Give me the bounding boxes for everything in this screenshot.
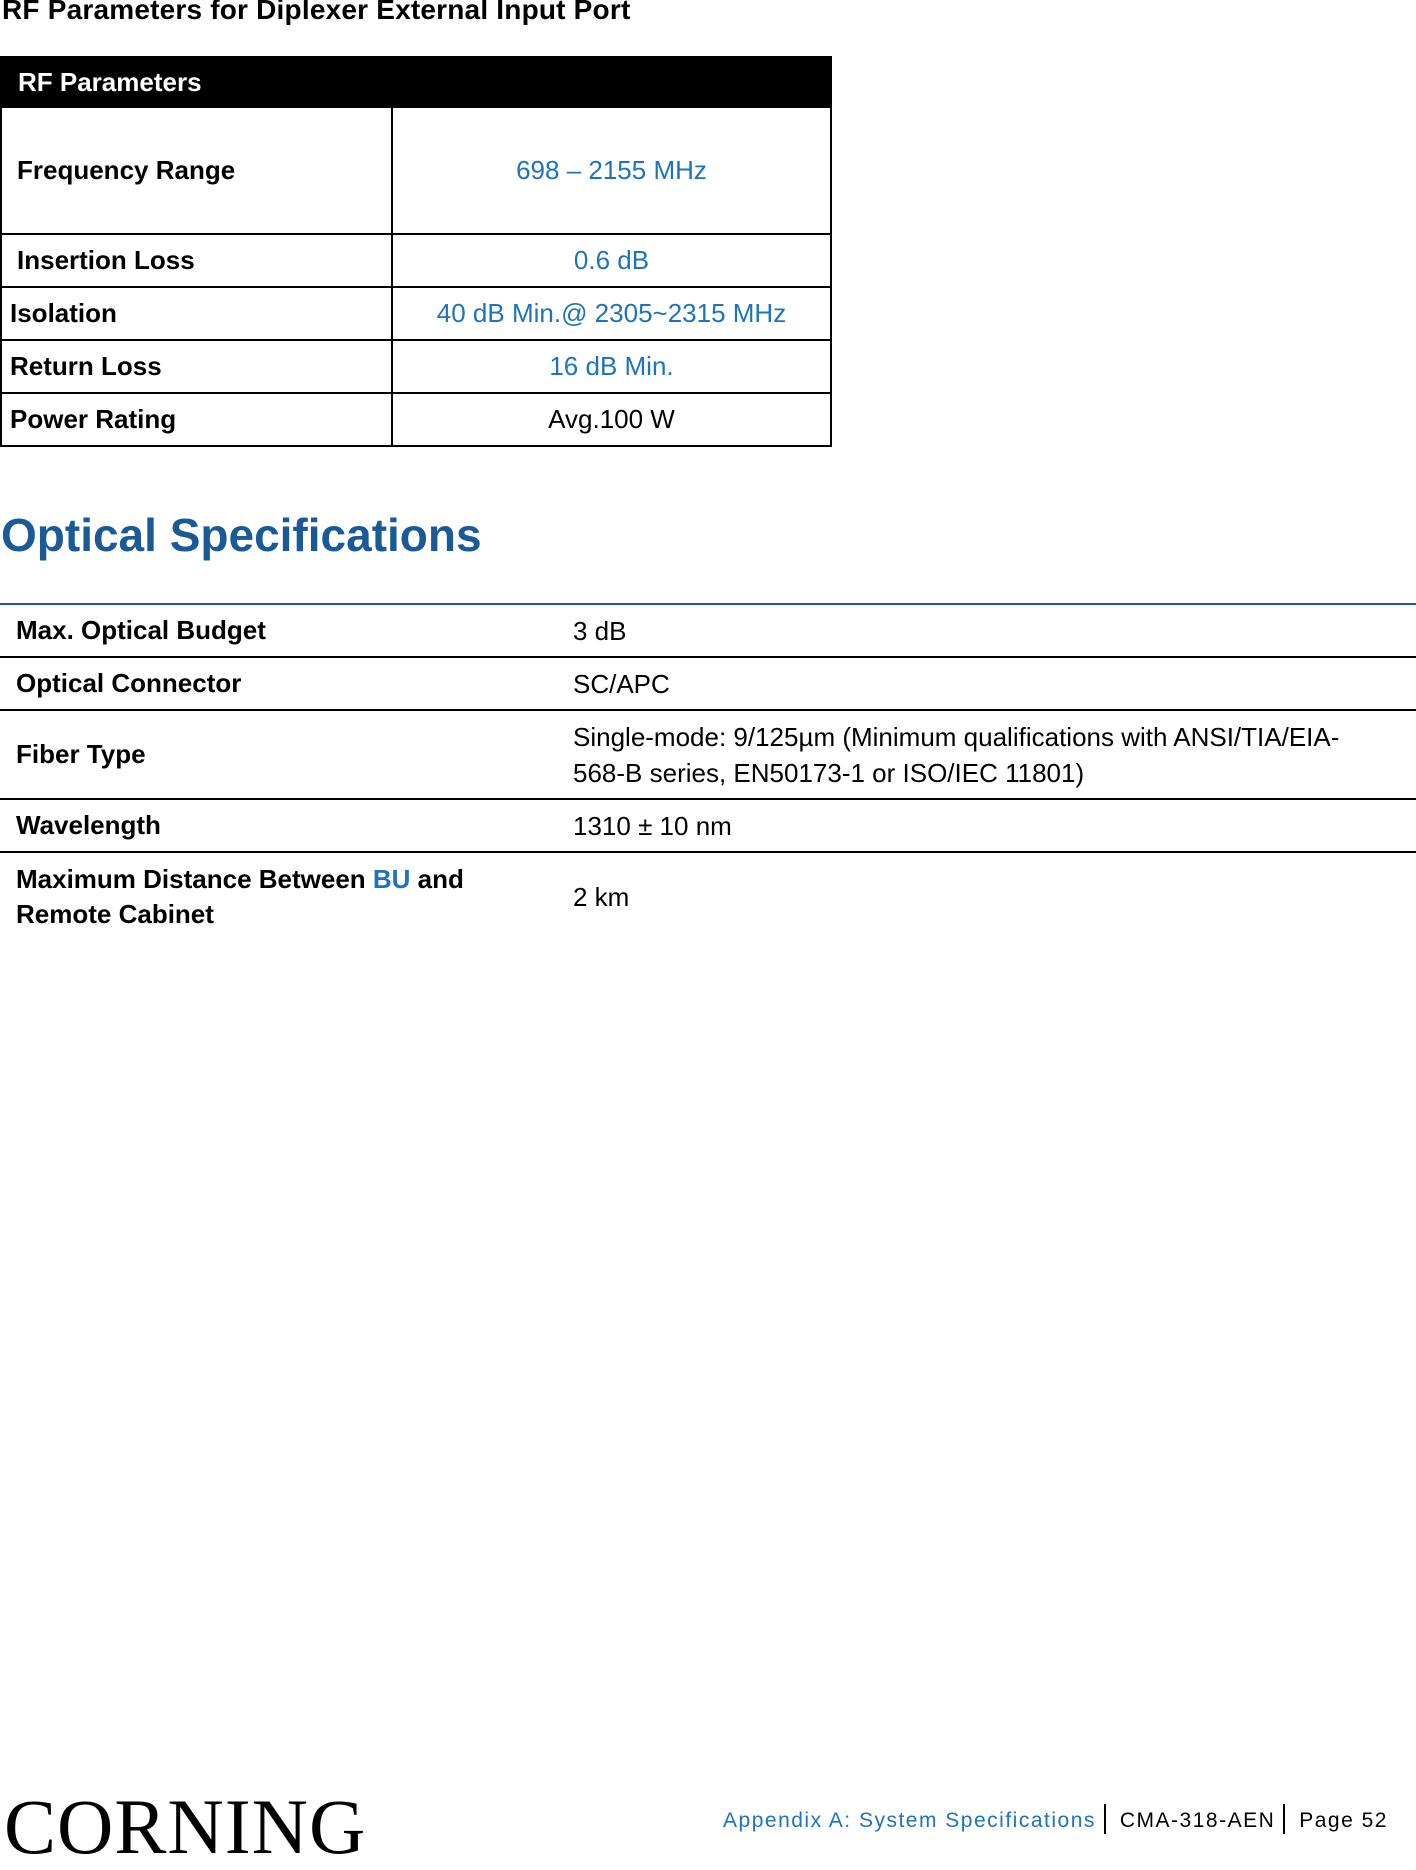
footer-separator	[1104, 1804, 1106, 1834]
footer-page-number: Page 52	[1299, 1809, 1388, 1832]
table-row	[0, 852, 1416, 941]
table-row	[1, 340, 831, 393]
row-label: Max. Optical Budget	[0, 605, 573, 657]
table-row	[0, 605, 1416, 657]
optical-section-title: Optical Specifications	[1, 509, 482, 561]
row-value: 0.6 dB	[392, 234, 831, 287]
label-part-2: and	[410, 864, 464, 894]
value-line-2: 568-B series, EN50173-1 or ISO/IEC 11801)	[573, 757, 1085, 788]
label-part-1: Maximum Distance Between	[16, 864, 373, 894]
row-label: Fiber Type	[0, 710, 573, 799]
table-row	[1, 287, 831, 340]
rf-section-title: RF Parameters for Diplexer External Input Port	[2, 0, 631, 25]
rf-table-header: RF Parameters	[1, 57, 831, 107]
table-row	[1, 393, 831, 446]
footer-doc-id: CMA-318-AEN	[1119, 1809, 1276, 1832]
table-row	[0, 710, 1416, 799]
row-value: 3 dB	[573, 605, 1416, 657]
bu-link[interactable]: BU	[372, 864, 411, 894]
row-label: Isolation	[1, 287, 392, 340]
table-row	[1, 234, 831, 287]
row-value	[573, 710, 1416, 799]
row-label: Frequency Range	[1, 107, 392, 234]
row-label: Return Loss	[1, 340, 392, 393]
row-value: 16 dB Min.	[392, 340, 831, 393]
row-label: Wavelength	[0, 799, 573, 852]
row-value: SC/APC	[573, 657, 1416, 710]
row-label: Optical Connector	[0, 657, 573, 710]
table-row	[0, 657, 1416, 710]
rf-parameters-table	[0, 56, 832, 447]
page-footer	[0, 1783, 1416, 1870]
optical-specs-table	[0, 605, 1416, 941]
row-value: 1310 ± 10 nm	[573, 799, 1416, 852]
footer-separator	[1283, 1804, 1285, 1834]
value-line-1: Single-mode: 9/125µm (Minimum qualifications with ANSI/TIA/EIA-	[573, 721, 1340, 752]
table-row	[0, 799, 1416, 852]
table-header-row	[1, 57, 831, 107]
row-value: 698 – 2155 MHz	[392, 107, 831, 234]
footer-section: Appendix A: System Specifications	[723, 1809, 1096, 1832]
row-label	[0, 852, 573, 941]
row-value: Avg.100 W	[392, 393, 831, 446]
row-value: 2 km	[573, 881, 630, 912]
row-label: Power Rating	[1, 393, 392, 446]
footer-text	[723, 1804, 1388, 1834]
corning-logo: CORNING	[4, 1783, 367, 1870]
row-value: 40 dB Min.@ 2305~2315 MHz	[392, 287, 831, 340]
row-label: Insertion Loss	[1, 234, 392, 287]
label-line-2: Remote Cabinet	[16, 899, 214, 929]
table-row	[1, 107, 831, 234]
